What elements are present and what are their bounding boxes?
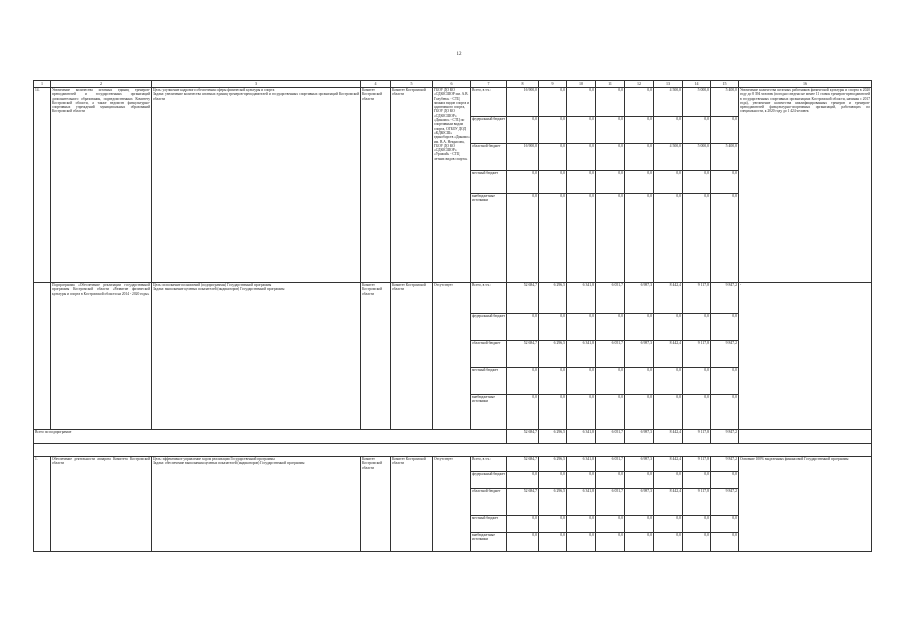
amount-cell: 4 500,0 xyxy=(654,88,683,117)
amount-cell: 0,0 xyxy=(539,516,567,533)
amount-cell: 5 000,0 xyxy=(683,144,711,171)
amount-cell: 0,0 xyxy=(625,88,654,117)
amount-cell: 9 847,2 xyxy=(711,489,739,516)
amount-cell: 0,0 xyxy=(711,117,739,144)
amount-cell: 0,0 xyxy=(539,88,567,117)
funding-source: федеральный бюджет xyxy=(471,117,507,144)
amount-cell: 0,0 xyxy=(625,395,654,430)
amount-cell: 0,0 xyxy=(654,194,683,283)
row-number: 1. xyxy=(34,457,51,552)
header-cell: 3 xyxy=(152,81,361,88)
funding-source: местный бюджет xyxy=(471,171,507,194)
amount-cell: 0,0 xyxy=(625,171,654,194)
total-amount: 9 117,8 xyxy=(683,430,711,444)
goal-task: Цель: исполнение полномочий (подпрограммы) Государственной программы Задача: выполнение целевых показателей (индикаторов) Государственной программы xyxy=(152,283,361,430)
amount-cell: 0,0 xyxy=(683,368,711,395)
header-cell: 2 xyxy=(51,81,152,88)
amount-cell: 9 847,2 xyxy=(711,283,739,314)
funding-source: Всего, в т.ч.: xyxy=(471,457,507,472)
amount-cell: 0,0 xyxy=(567,144,596,171)
amount-cell: 0,0 xyxy=(596,533,625,552)
funding-source: внебюджетные источники xyxy=(471,194,507,283)
amount-cell: 0,0 xyxy=(596,314,625,341)
amount-cell: 0,0 xyxy=(654,395,683,430)
total-amount: 6 341,8 xyxy=(567,430,596,444)
funding-source: Всего, в т.ч.: xyxy=(471,88,507,117)
header-cell: 1 xyxy=(34,81,51,88)
amount-cell: 0,0 xyxy=(596,144,625,171)
amount-cell: 16 900,0 xyxy=(507,144,539,171)
amount-cell: 6 987,3 xyxy=(625,457,654,472)
measure-name: Обеспечение деятельности аппарата Комитета Костромской области xyxy=(51,457,152,552)
measure-name: Подпрограмма «Обеспечение реализации государственной программы Костромской области «Развитие физической культуры и спорта в Костромской области на 2014 - 2020 годы» xyxy=(51,283,152,430)
responsible: Комитет Костромской области xyxy=(391,283,433,430)
amount-cell: 0,0 xyxy=(596,472,625,489)
participants: ГБОУ ДО КО «СДЮСШОР им. А.В. Голубева» - СТЦ зимних видов спорта и адаптивного спорта, ГБОУ ДО КО «СДЮСШОР» «Динамо» - СТЦ по спортивным видам спорта, ОГБОУ ДОД «КДЮСШ» единоборств «Динамо» им. В.А. Некрасова, ГБОУ ДО КО «СДЮСШОР» «Урожай» - СТЦ летних видов спорта» xyxy=(433,88,471,283)
amount-cell: 0,0 xyxy=(711,194,739,283)
amount-cell: 0,0 xyxy=(654,368,683,395)
total-empty xyxy=(739,430,872,444)
header-cell: 15 xyxy=(711,81,739,88)
amount-cell: 0,0 xyxy=(711,171,739,194)
amount-cell: 0,0 xyxy=(654,117,683,144)
amount-cell: 0,0 xyxy=(683,314,711,341)
amount-cell: 52 684,7 xyxy=(507,489,539,516)
amount-cell: 0,0 xyxy=(683,194,711,283)
amount-cell: 0,0 xyxy=(683,516,711,533)
expected-result: Освоение 100% выделенных финансовой Государственной программы xyxy=(739,457,872,552)
amount-cell: 6 341,8 xyxy=(567,341,596,368)
amount-cell: 0,0 xyxy=(507,472,539,489)
amount-cell: 6 296,5 xyxy=(539,457,567,472)
row-number: 14. xyxy=(34,88,51,283)
goal-task: Цель: эффективное управление ходом реализации Государственной программы Задача: обеспечение выполнения целевых показателей (индикаторов) Государственной программы xyxy=(152,457,361,552)
amount-cell: 16 900,0 xyxy=(507,88,539,117)
header-cell: 9 xyxy=(539,81,567,88)
amount-cell: 0,0 xyxy=(567,117,596,144)
funding-source: федеральный бюджет xyxy=(471,472,507,489)
participants: Отсутствует xyxy=(433,457,471,552)
amount-cell: 0,0 xyxy=(567,395,596,430)
header-cell: 8 xyxy=(507,81,539,88)
amount-cell: 6 051,7 xyxy=(596,457,625,472)
amount-cell: 9 117,8 xyxy=(683,489,711,516)
amount-cell: 0,0 xyxy=(711,472,739,489)
amount-cell: 0,0 xyxy=(596,88,625,117)
amount-cell: 8 442,4 xyxy=(654,457,683,472)
amount-cell: 0,0 xyxy=(625,314,654,341)
amount-cell: 0,0 xyxy=(507,194,539,283)
amount-cell: 6 051,7 xyxy=(596,341,625,368)
total-amount: 6 051,7 xyxy=(596,430,625,444)
amount-cell: 6 296,5 xyxy=(539,283,567,314)
total-amount: 6 987,3 xyxy=(625,430,654,444)
amount-cell: 0,0 xyxy=(625,117,654,144)
amount-cell: 0,0 xyxy=(567,314,596,341)
amount-cell: 0,0 xyxy=(539,194,567,283)
coordinator: Комитет Костромской области xyxy=(361,457,391,552)
amount-cell: 0,0 xyxy=(539,368,567,395)
amount-cell: 0,0 xyxy=(539,144,567,171)
coordinator: Комитет Костромской области xyxy=(361,283,391,430)
amount-cell: 0,0 xyxy=(654,516,683,533)
amount-cell: 0,0 xyxy=(654,472,683,489)
amount-cell: 6 051,7 xyxy=(596,489,625,516)
funding-source: областной бюджет xyxy=(471,489,507,516)
amount-cell: 0,0 xyxy=(683,395,711,430)
total-amount: 9 847,2 xyxy=(711,430,739,444)
amount-cell: 6 341,8 xyxy=(567,457,596,472)
responsible: Комитет Костромской области xyxy=(391,457,433,552)
page-number: 12 xyxy=(456,52,462,57)
participants: Отсутствует xyxy=(433,283,471,430)
amount-cell: 6 987,3 xyxy=(625,489,654,516)
amount-cell: 6 341,8 xyxy=(567,283,596,314)
amount-cell: 6 987,3 xyxy=(625,341,654,368)
amount-cell: 0,0 xyxy=(654,171,683,194)
amount-cell: 5 000,0 xyxy=(683,88,711,117)
total-amount: 8 442,4 xyxy=(654,430,683,444)
spacer-row xyxy=(34,444,872,457)
amount-cell: 0,0 xyxy=(596,368,625,395)
amount-cell: 0,0 xyxy=(683,472,711,489)
amount-cell: 0,0 xyxy=(507,533,539,552)
funding-source: внебюджетные источники xyxy=(471,395,507,430)
amount-cell: 0,0 xyxy=(507,395,539,430)
amount-cell: 0,0 xyxy=(711,368,739,395)
amount-cell: 0,0 xyxy=(683,171,711,194)
header-cell: 10 xyxy=(567,81,596,88)
responsible: Комитет Костромской области xyxy=(391,88,433,283)
amount-cell: 0,0 xyxy=(654,314,683,341)
header-cell: 5 xyxy=(391,81,433,88)
amount-cell: 6 051,7 xyxy=(596,283,625,314)
amount-cell: 0,0 xyxy=(507,368,539,395)
amount-cell: 0,0 xyxy=(507,117,539,144)
header-cell: 4 xyxy=(361,81,391,88)
header-cell: 14 xyxy=(683,81,711,88)
amount-cell: 5 400,0 xyxy=(711,144,739,171)
amount-cell: 9 847,2 xyxy=(711,457,739,472)
amount-cell: 0,0 xyxy=(539,117,567,144)
measure-name: Увеличение количества штатных единиц тренеров-преподавателей и государственных организаций дополнительного образования, подведомственных Комитету Костромской области, а также ведомств физкультурно-спортивных учреждений муниципальных образований Костромской области xyxy=(51,88,152,283)
amount-cell: 6 296,5 xyxy=(539,489,567,516)
table-row xyxy=(34,283,872,314)
amount-cell: 0,0 xyxy=(567,533,596,552)
amount-cell: 52 684,7 xyxy=(507,341,539,368)
header-cell: 7 xyxy=(471,81,507,88)
goal-task: Цель: улучшение кадрового обеспечения сферы физической культуры и спорта Задача: увеличение количества штатных единиц тренеров-преподавателей и государственных спортивных организаций Костромской области xyxy=(152,88,361,283)
amount-cell: 0,0 xyxy=(683,117,711,144)
amount-cell: 6 341,8 xyxy=(567,489,596,516)
row-number xyxy=(34,283,51,430)
amount-cell: 0,0 xyxy=(567,368,596,395)
amount-cell: 8 442,4 xyxy=(654,489,683,516)
amount-cell: 52 684,7 xyxy=(507,283,539,314)
total-label: Всего по подпрограмме xyxy=(34,430,507,444)
amount-cell: 0,0 xyxy=(539,171,567,194)
amount-cell: 9 117,8 xyxy=(683,457,711,472)
amount-cell: 0,0 xyxy=(539,533,567,552)
amount-cell: 0,0 xyxy=(507,516,539,533)
amount-cell: 0,0 xyxy=(625,472,654,489)
amount-cell: 0,0 xyxy=(625,516,654,533)
amount-cell: 0,0 xyxy=(539,395,567,430)
amount-cell: 0,0 xyxy=(567,171,596,194)
funding-source: внебюджетные источники xyxy=(471,533,507,552)
coordinator: Комитет Костромской области xyxy=(361,88,391,283)
table-row xyxy=(34,88,872,117)
amount-cell: 0,0 xyxy=(711,516,739,533)
funding-source: областной бюджет xyxy=(471,341,507,368)
amount-cell: 0,0 xyxy=(711,314,739,341)
funding-source: областной бюджет xyxy=(471,144,507,171)
amount-cell: 0,0 xyxy=(625,533,654,552)
header-cell: 12 xyxy=(625,81,654,88)
amount-cell: 0,0 xyxy=(683,533,711,552)
header-cell: 11 xyxy=(596,81,625,88)
amount-cell: 5 400,0 xyxy=(711,88,739,117)
amount-cell: 0,0 xyxy=(567,472,596,489)
amount-cell: 0,0 xyxy=(596,516,625,533)
amount-cell: 0,0 xyxy=(507,314,539,341)
funding-source: федеральный бюджет xyxy=(471,314,507,341)
amount-cell: 9 847,2 xyxy=(711,341,739,368)
amount-cell: 0,0 xyxy=(596,194,625,283)
amount-cell: 0,0 xyxy=(596,117,625,144)
amount-cell: 0,0 xyxy=(567,194,596,283)
amount-cell: 0,0 xyxy=(625,144,654,171)
total-amount: 6 296,5 xyxy=(539,430,567,444)
amount-cell: 0,0 xyxy=(539,314,567,341)
amount-cell: 0,0 xyxy=(539,472,567,489)
amount-cell: 6 987,3 xyxy=(625,283,654,314)
expected-result: Увеличение количества штатных работников физической культуры и спорта в 2020 году до 8 394 человек (погодно сведено не менее 11 ставок тренеров-преподавателей в государственных спортивных организациях Костромской области, начиная с 2017 года), увеличение количества квалифицированных тренеров и тренеров-преподавателей физкультурно-спортивных организаций, работающих по специальности, к 2020 году до 1 424 человек xyxy=(739,88,872,283)
amount-cell: 8 442,4 xyxy=(654,341,683,368)
amount-cell: 0,0 xyxy=(567,516,596,533)
amount-cell: 0,0 xyxy=(711,533,739,552)
amount-cell: 0,0 xyxy=(507,171,539,194)
amount-cell: 0,0 xyxy=(596,171,625,194)
amount-cell: 0,0 xyxy=(654,533,683,552)
funding-source: местный бюджет xyxy=(471,368,507,395)
amount-cell: 0,0 xyxy=(625,368,654,395)
total-row xyxy=(34,430,872,444)
total-amount: 52 684,7 xyxy=(507,430,539,444)
header-cell: 16 xyxy=(739,81,872,88)
amount-cell: 4 500,0 xyxy=(654,144,683,171)
program-table xyxy=(33,80,872,552)
funding-source: Всего, в т.ч.: xyxy=(471,283,507,314)
amount-cell: 52 684,7 xyxy=(507,457,539,472)
expected-result: - xyxy=(739,283,872,430)
amount-cell: 0,0 xyxy=(567,88,596,117)
table-row xyxy=(34,457,872,472)
amount-cell: 0,0 xyxy=(711,395,739,430)
amount-cell: 6 296,5 xyxy=(539,341,567,368)
funding-source: местный бюджет xyxy=(471,516,507,533)
header-cell: 13 xyxy=(654,81,683,88)
amount-cell: 8 442,4 xyxy=(654,283,683,314)
amount-cell: 0,0 xyxy=(625,194,654,283)
amount-cell: 0,0 xyxy=(596,395,625,430)
amount-cell: 9 117,8 xyxy=(683,283,711,314)
amount-cell: 9 117,8 xyxy=(683,341,711,368)
header-cell: 6 xyxy=(433,81,471,88)
